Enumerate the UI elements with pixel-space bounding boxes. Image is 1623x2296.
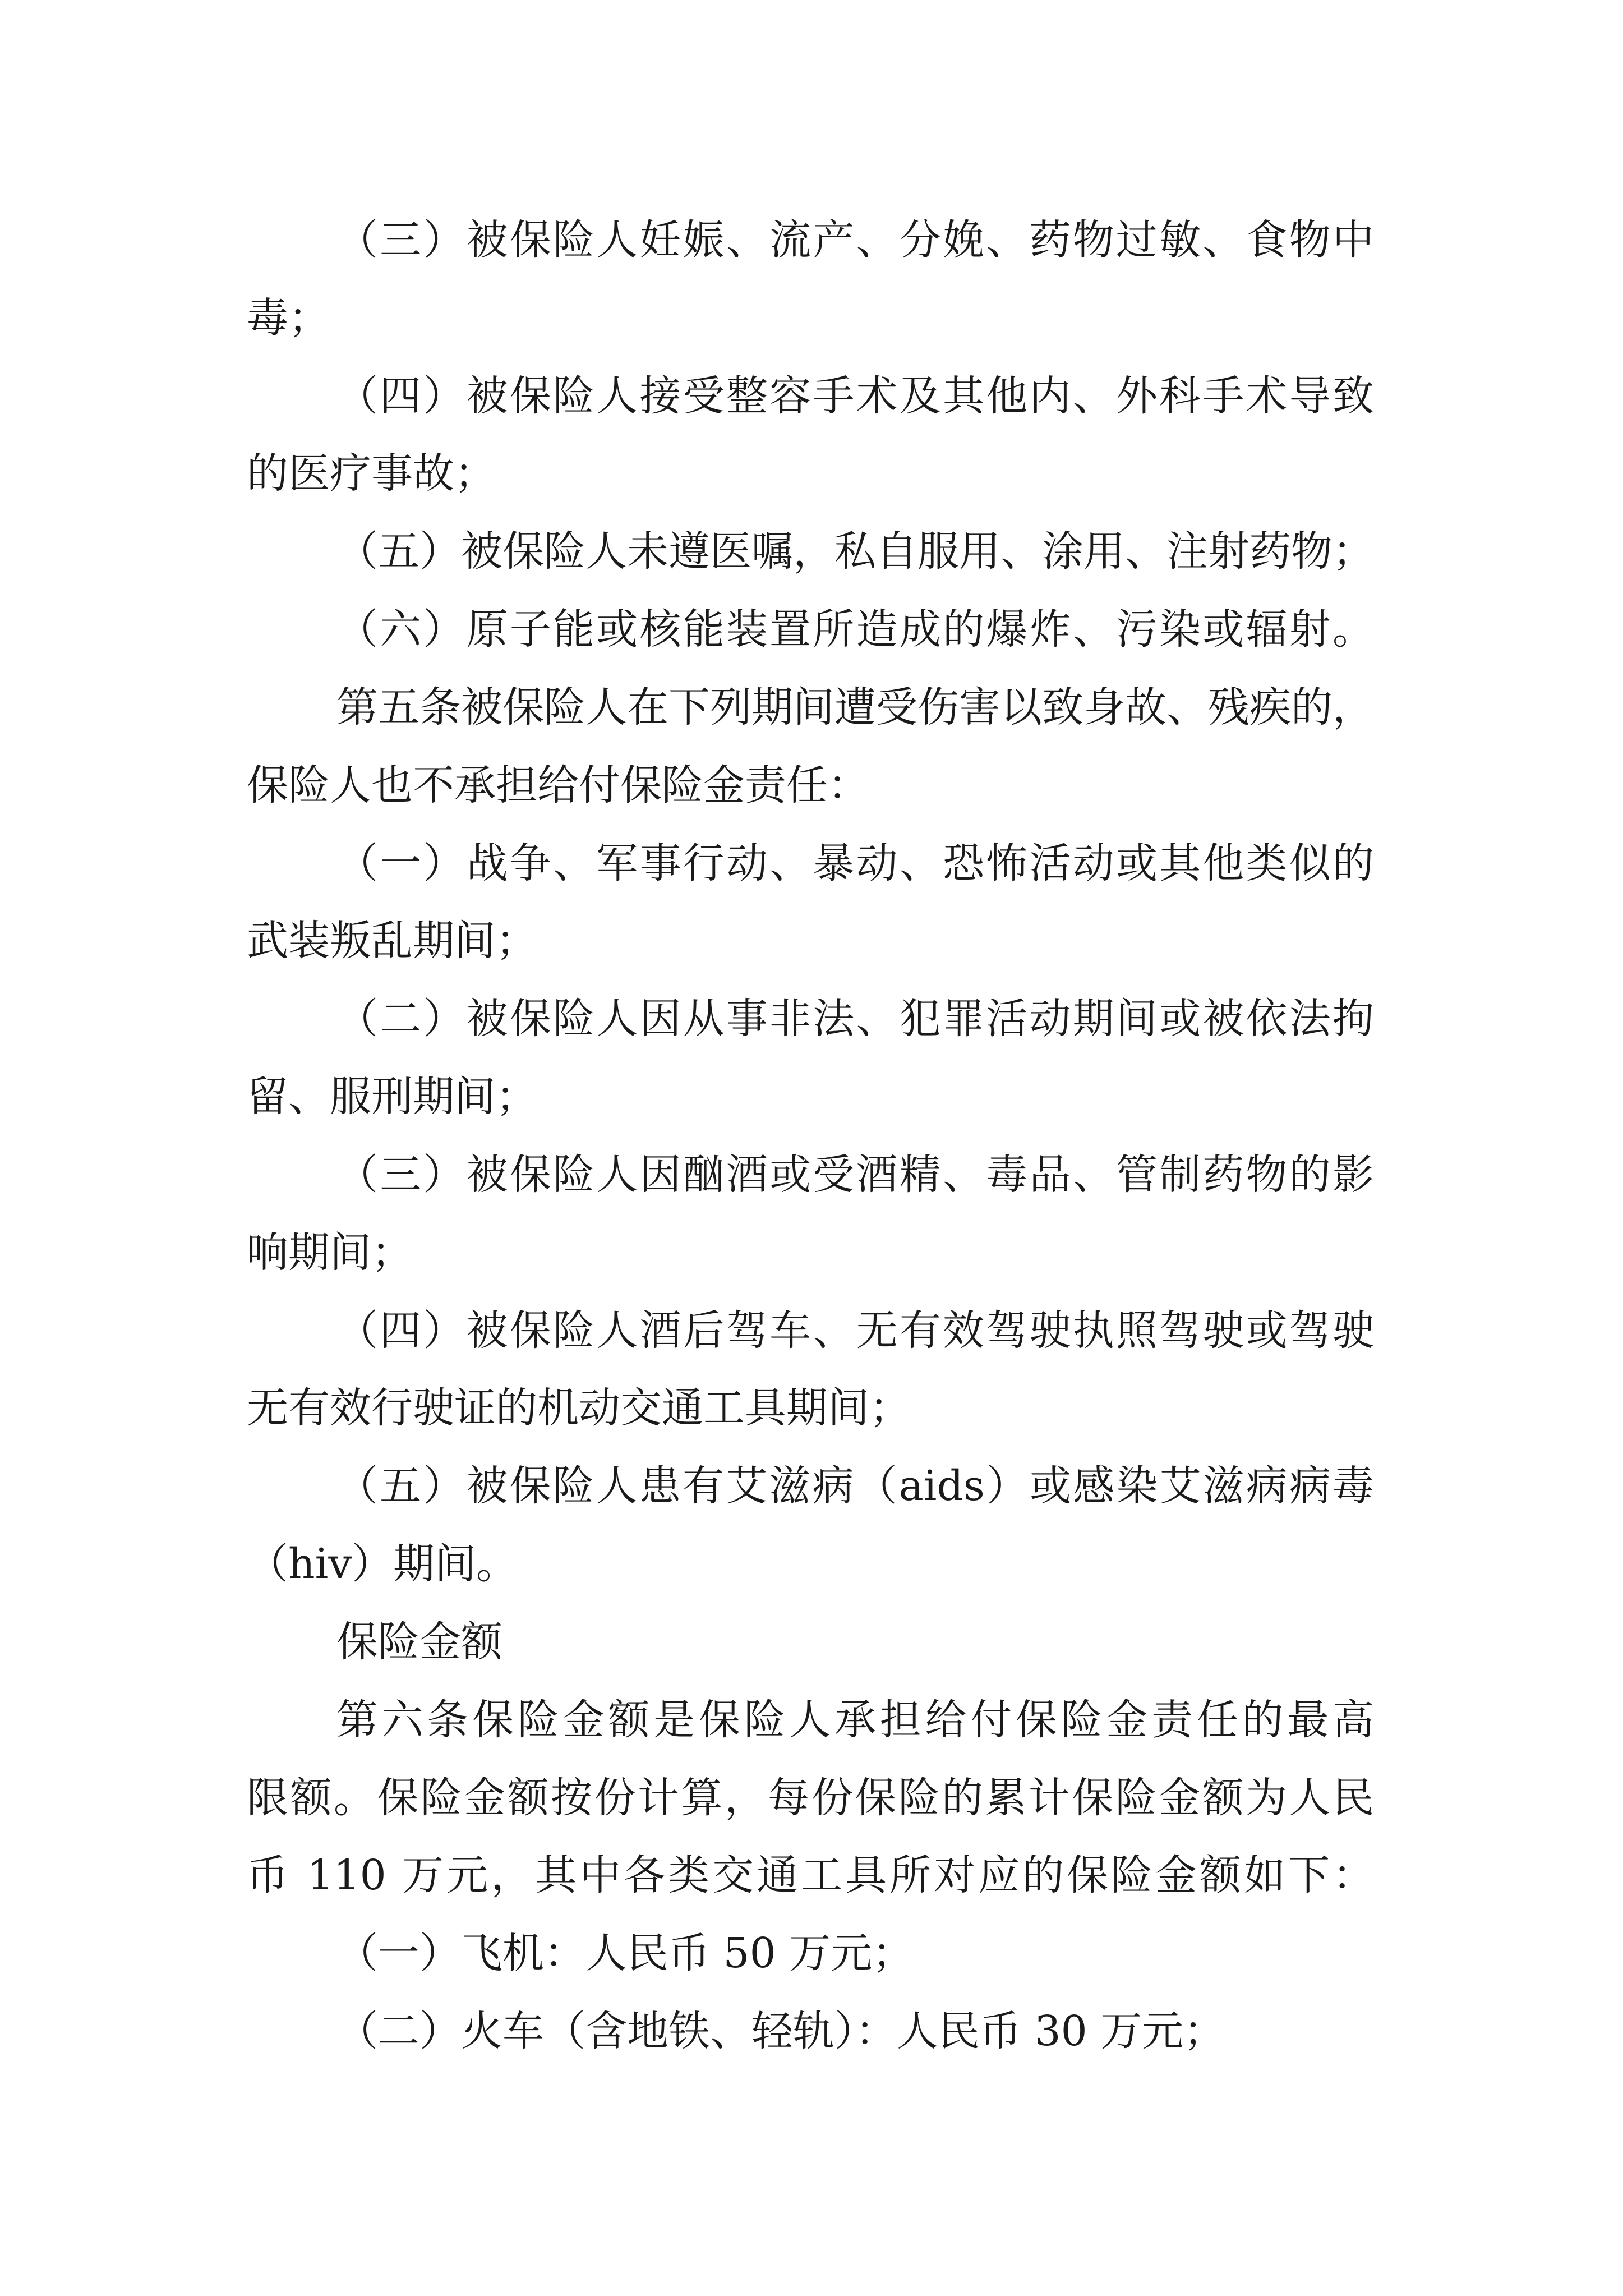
document-page [247,0,1391,2296]
paragraph-line: （二）被保险人因从事非法、犯罪活动期间或被依法拘 [336,995,1374,1043]
paragraph-line: （四）被保险人接受整容手术及其他内、外科手术导致 [336,372,1374,420]
paragraph-line: （二）火车（含地铁、轻轨）：人民币 30 万元； [336,2007,1225,2055]
paragraph-line: （四）被保险人酒后驾车、无有效驾驶执照驾驶或驾驶 [336,1306,1374,1355]
paragraph-line: （三）被保险人妊娠、流产、分娩、药物过敏、食物中 [336,216,1374,264]
paragraph-line: 限额。保险金额按份计算，每份保险的累计保险金额为人民 [247,1774,1374,1822]
paragraph-line: （五）被保险人患有艾滋病（aids）或感染艾滋病病毒 [336,1462,1374,1510]
section-heading: 保险金额 [336,1618,502,1666]
paragraph-line: 第五条被保险人在下列期间遭受伤害以致身故、残疾的， [336,683,1374,731]
paragraph-line: 保险人也不承担给付保险金责任： [247,761,869,809]
paragraph-line: （一）战争、军事行动、暴动、恐怖活动或其他类似的 [336,839,1374,887]
paragraph-line: （五）被保险人未遵医嘱，私自服用、涂用、注射药物； [336,527,1374,576]
paragraph-line: 币 110 万元，其中各类交通工具所对应的保险金额如下： [247,1851,1374,1899]
paragraph-line: 毒； [247,294,330,342]
paragraph-line: 无有效行驶证的机动交通工具期间； [247,1384,911,1432]
paragraph-line: 留、服刑期间； [247,1073,537,1121]
paragraph-line: 响期间； [247,1228,413,1277]
paragraph-line: 第六条保险金额是保险人承担给付保险金责任的最高 [336,1696,1374,1744]
paragraph-line: （三）被保险人因酗酒或受酒精、毒品、管制药物的影 [336,1151,1374,1199]
paragraph-line: 的医疗事故； [247,449,496,498]
paragraph-line: （hiv）期间。 [247,1540,518,1588]
paragraph-line: 武装叛乱期间； [247,917,537,965]
paragraph-line: （一）飞机：人民币 50 万元； [336,1929,914,1977]
paragraph-line: （六）原子能或核能装置所造成的爆炸、污染或辐射。 [336,605,1374,654]
